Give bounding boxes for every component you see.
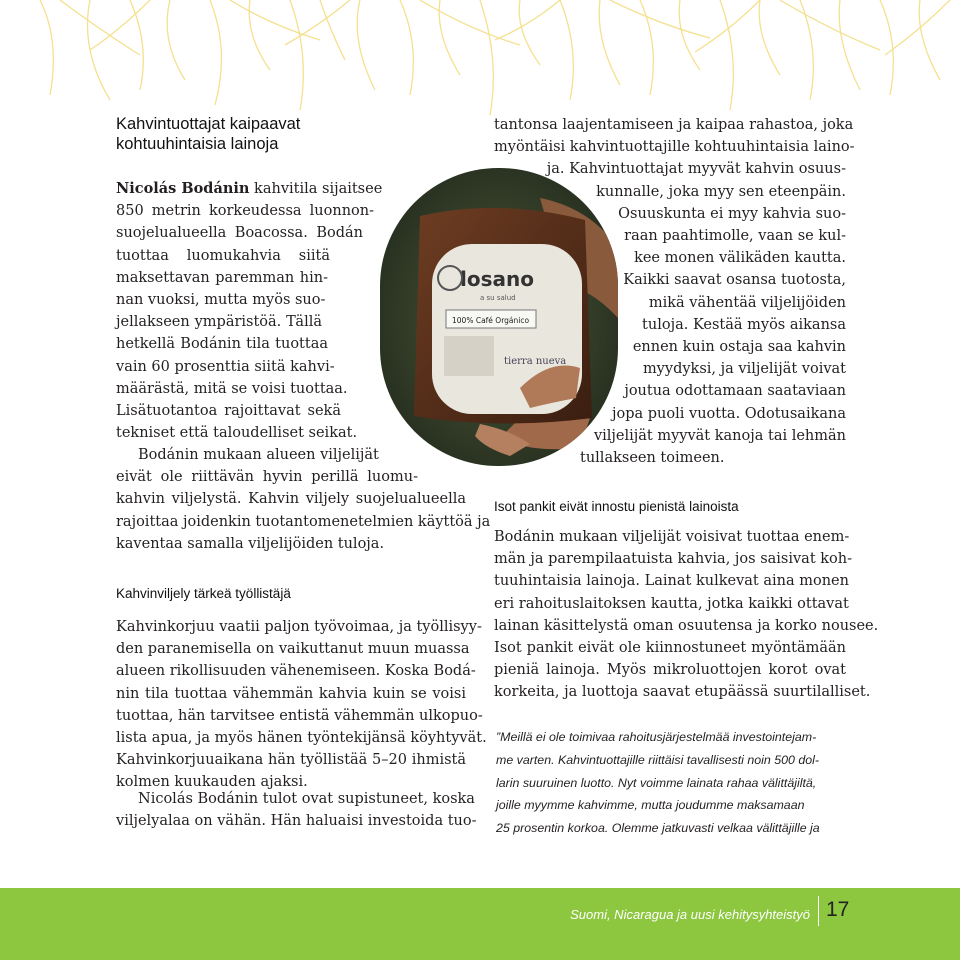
text-line: nan vuoksi, mutta myös suo-	[116, 292, 326, 309]
text-line: kee monen välikäden kautta.	[634, 250, 846, 267]
text-line: viljelyalaa on vähän. Hän haluaisi investoida tuo-	[116, 813, 477, 830]
label-text: 100% Café Orgánico	[452, 316, 530, 325]
left-paragraph-2	[116, 444, 491, 555]
text-line: rajoittaa joidenkin tuotantomenetelmien käyttöä ja	[116, 513, 491, 530]
text-fragment: kahvitila sijaitsee	[249, 181, 383, 197]
text-line: Bodánin mukaan viljelijät voisivat tuottaa enem-	[494, 529, 850, 545]
quote-line: larin suuruinen luotto. Nyt voimme lainata rahaa välittäjiltä,	[496, 775, 817, 790]
logo-text: tierra nueva	[504, 356, 567, 367]
text-line	[116, 178, 383, 200]
text-line: määrästä, mitä se voisi tuottaa.	[116, 380, 348, 397]
text-line: tullakseen toimeen.	[580, 450, 725, 467]
text-line: kahvin viljelystä. Kahvin viljely suojelualueella	[116, 491, 466, 508]
heading-line: Kahvintuottajat kaipaavat	[116, 115, 301, 133]
text-line: alueen rikollisuuden vähenemiseen. Koska Bodá-	[116, 663, 476, 680]
heading-line: kohtuuhintaisia lainoja	[116, 135, 279, 153]
text-line: myydyksi, ja viljelijät voivat	[642, 361, 846, 378]
page-footer	[0, 888, 960, 960]
text-line: suojelualueella Boacossa. Bodán	[116, 225, 363, 242]
section-heading-employment: Kahvinviljely tärkeä työllistäjä	[116, 586, 291, 601]
text-line: tantonsa laajentamiseen ja kaipaa rahastoa, joka	[494, 117, 854, 133]
footer-divider	[818, 896, 819, 926]
text-line: Bodánin mukaan alueen viljelijät	[138, 447, 379, 463]
person-name: Nicolás Bodánin	[116, 180, 250, 197]
text-line: viljelijät myyvät kanoja tai lehmän	[593, 427, 846, 444]
right-paragraph-1	[494, 114, 855, 469]
text-line: ja. Kahvintuottajat myyvät kahvin osuus-	[546, 161, 846, 178]
text-line: tuuhintaisia lainoja. Lainat kulkevat aina monen	[494, 573, 849, 590]
text-line: Lisätuotantoa rajoittavat sekä	[116, 403, 341, 420]
quote-line: joille myymme kahvimme, mutta joudumme maksamaan	[496, 798, 805, 813]
section-heading-banks: Isot pankit eivät innostu pienistä lainoista	[494, 499, 739, 514]
text-line: eivät ole riittävän hyvin perillä luomu-	[116, 469, 418, 486]
text-line: jopa puoli vuotta. Odotusaikana	[612, 405, 846, 422]
text-line: mikä vähentää viljelijöiden	[648, 294, 846, 311]
text-line: tuottaa luomukahvia siitä	[116, 247, 330, 264]
publication-title: Suomi, Nicaragua ja uusi kehitysyhteistyö	[570, 907, 810, 922]
left-paragraph-4	[116, 788, 477, 832]
text-line: nin tila tuottaa vähemmän kahvia kuin se voisi	[116, 685, 466, 702]
brand-text: losano	[460, 267, 534, 291]
quote-block	[496, 726, 850, 840]
text-line: korkeita, ja luottoja saavat etupäässä suurtilalliset.	[494, 684, 871, 701]
text-line: tuottaa, hän tarvitsee entistä vähemmän ulkopuo-	[116, 707, 483, 724]
text-line: vain 60 prosenttia siitä kahvi-	[116, 358, 335, 375]
text-line: Kahvinkorjuu vaatii paljon työvoimaa, ja työllisyy-	[116, 619, 482, 635]
text-line: eri rahoituslaitoksen kautta, jotka kaikki ottavat	[494, 595, 849, 612]
left-paragraph-1	[116, 178, 383, 444]
quote-line: me varten. Kahvintuottajille riittäisi tavallisesti noin 500 dol-	[496, 752, 820, 767]
text-line: tuloja. Kestää myös aikansa	[642, 316, 846, 333]
text-line: pieniä lainoja. Myös mikroluottojen korot ovat	[494, 662, 846, 679]
text-line: tekniset että taloudelliset seikat.	[116, 425, 358, 442]
text-line: Isot pankit eivät ole kiinnostuneet myöntämään	[494, 640, 846, 657]
page-number: 17	[826, 898, 850, 921]
text-line: jellakseen ympäristöä. Tällä	[116, 314, 322, 331]
text-line: Nicolás Bodánin tulot ovat supistuneet, koska	[138, 791, 475, 807]
text-line: lista apua, ja myös hänen työntekijänsä köyhtyvät.	[116, 730, 487, 747]
brand-sub-text: a su salud	[480, 294, 516, 302]
text-line: den paranemisella on vaikuttanut muun muassa	[116, 641, 470, 658]
grass-decoration	[0, 0, 960, 130]
text-line: kunnalle, joka myy sen eteenpäin.	[596, 183, 846, 200]
right-paragraph-2	[494, 526, 879, 704]
text-line: män ja parempilaatuista kahvia, jos saisivat koh-	[494, 551, 853, 568]
text-line: kolmen kuukauden ajaksi.	[116, 774, 308, 791]
text-line: 850 metrin korkeudessa luonnon-	[116, 203, 374, 220]
text-line: lainan käsittelystä oman osuutensa ja korko nousee.	[494, 617, 879, 634]
quote-line: ”Meillä ei ole toimivaa rahoitusjärjestelmää investointejam-	[496, 730, 817, 744]
section-heading-main	[116, 114, 396, 154]
text-line: hetkellä Bodánin tila tuottaa	[116, 336, 328, 353]
text-line: kaventaa samalla viljelijöiden tuloja.	[116, 535, 385, 552]
text-line: maksettavan paremman hin-	[116, 269, 328, 286]
text-line: ennen kuin ostaja saa kahvin	[632, 339, 846, 356]
text-line: Osuuskunta ei myy kahvia suo-	[618, 205, 846, 222]
text-line: Kaikki saavat osansa tuotosta,	[623, 272, 846, 289]
left-paragraph-3	[116, 616, 487, 794]
text-line: raan paahtimolle, vaan se kul-	[624, 228, 846, 245]
text-line: joutua odottamaan saataviaan	[624, 383, 846, 400]
quote-line: 25 prosentin korkoa. Olemme jatkuvasti velkaa välittäjille ja	[496, 821, 820, 836]
text-line: myöntäisi kahvintuottajille kohtuuhintaisia laino-	[494, 139, 855, 156]
text-line: Kahvinkorjuuaikana hän työllistää 5–20 ihmistä	[116, 752, 466, 769]
